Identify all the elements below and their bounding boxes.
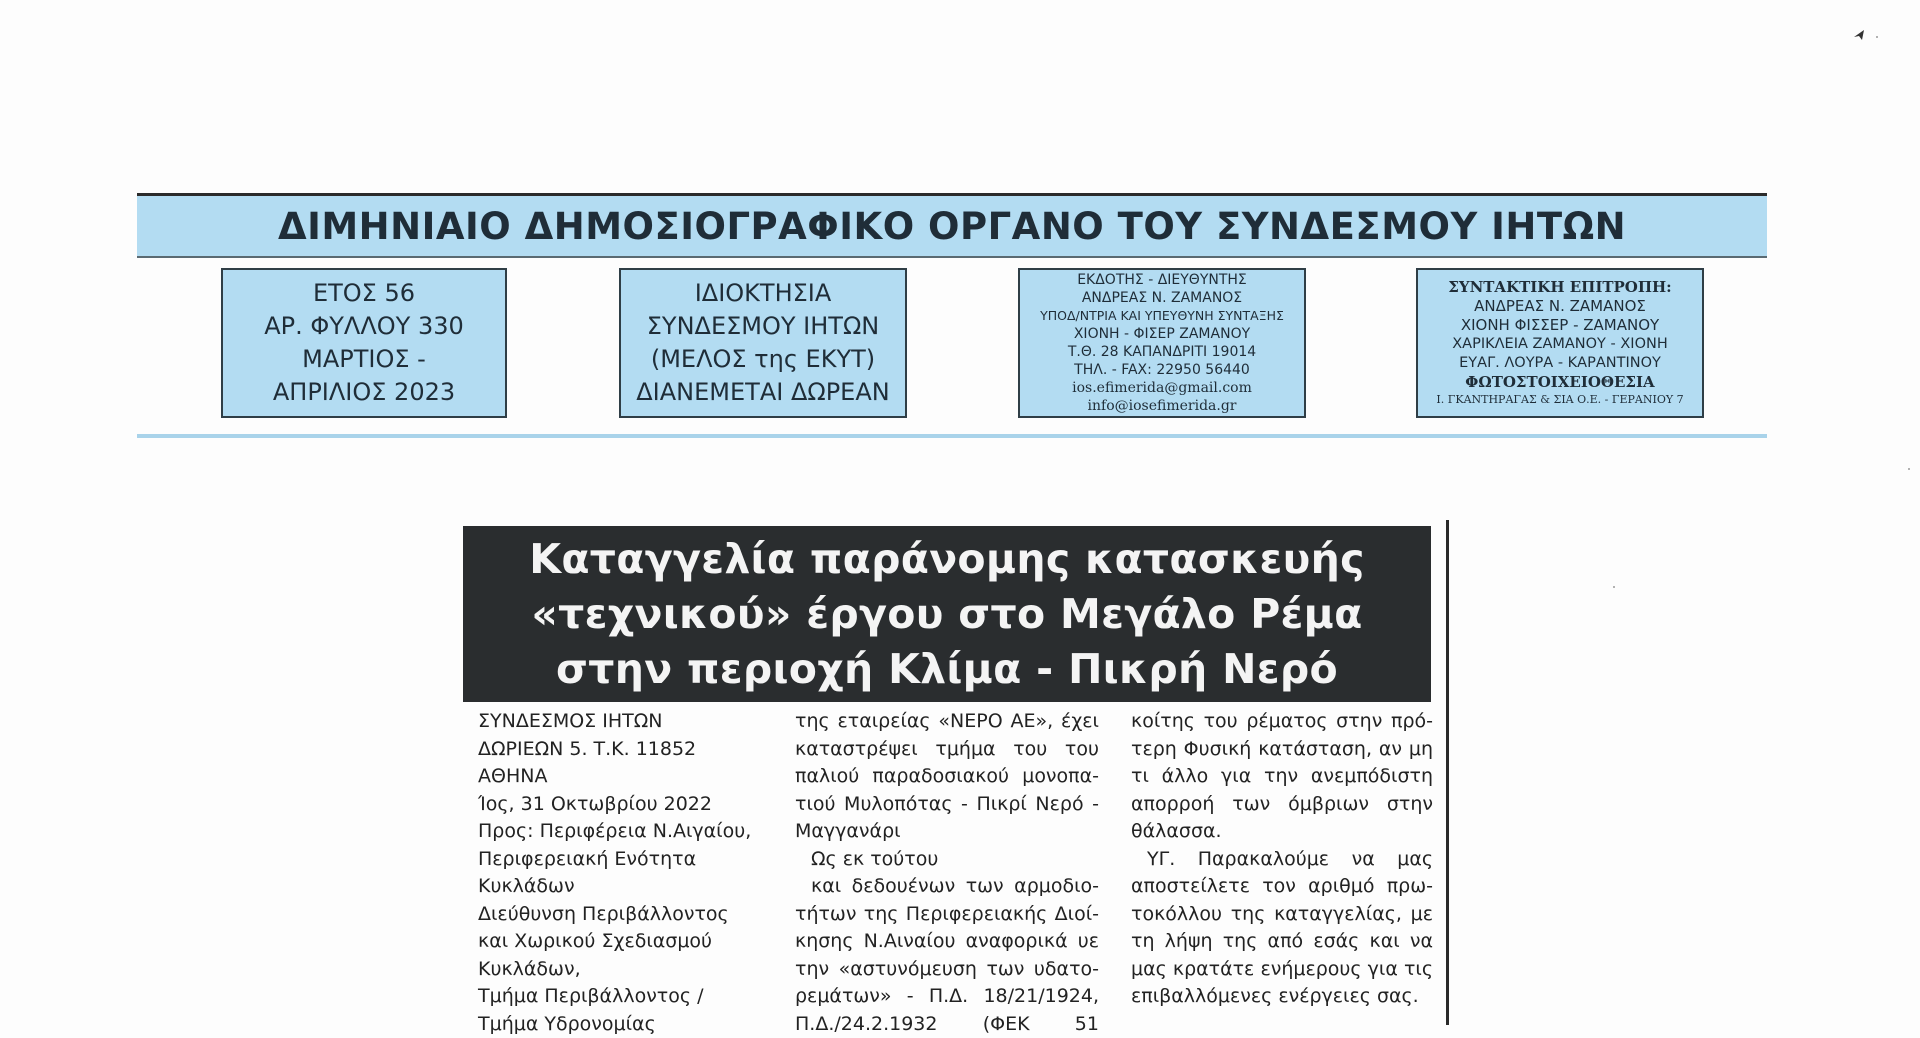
publisher-line: ΥΠΟΔ/ΝΤΡΙΑ ΚΑΙ ΥΠΕΥΘΥΝΗ ΣΥΝΤΑΞΗΣ [1040, 307, 1284, 325]
text-line: μας κρατάτε ενήμερους για τις [1131, 956, 1433, 984]
publisher-line: ΧΙΟΝΗ - ΦΙΣΕΡ ΖΑΜΑΝΟΥ [1074, 325, 1250, 343]
text-line: Ίος, 31 Οκτωβρίου 2022 [478, 791, 768, 819]
text-line: Ως εκ τούτου [795, 846, 1099, 874]
issue-months-year: ΑΠΡΙΛΙΟΣ 2023 [273, 376, 455, 409]
headline-line: στην περιοχή Κλίμα - Πικρή Νερό [556, 642, 1338, 697]
ownership-line: ΣΥΝΔΕΣΜΟΥ ΙΗΤΩΝ [647, 310, 880, 343]
text-line: απορροή των όμβριων στην [1131, 791, 1433, 819]
text-line: και Χωρικού Σχεδιασμού [478, 928, 768, 956]
text-line: επιβαλλόμενες ενέργειες σας. [1131, 983, 1433, 1011]
publisher-line: Τ.Θ. 28 ΚΑΠΑΝΔΡΙΤΙ 19014 [1068, 343, 1256, 361]
text-line: τοκόλλου της καταγγελίας, με [1131, 901, 1433, 929]
ownership-line: (ΜΕΛΟΣ της ΕΚΥΤ) [651, 343, 875, 376]
speck [1613, 586, 1615, 588]
text-line: Π.Δ./24.2.1932 (ΦΕΚ 51 [795, 1011, 1099, 1038]
speck [1908, 468, 1910, 470]
issue-months: ΜΑΡΤΙΟΣ - [302, 343, 426, 376]
text-line: ΣΥΝΔΕΣΜΟΣ ΙΗΤΩΝ [478, 708, 768, 736]
text-line: και δεδουένων των αρμοδιο- [795, 873, 1099, 901]
text-line: ΥΓ. Παρακαλούμε να μας [1131, 846, 1433, 874]
publisher-email: info@iosefimerida.gr [1088, 397, 1237, 415]
corner-mark-icon [1852, 28, 1866, 42]
text-line: της εταιρείας «ΝΕΡΟ ΑΕ», έχει [795, 708, 1099, 736]
text-line: κοίτης του ρέματος στην πρό- [1131, 708, 1433, 736]
headline-line: Καταγγελία παράνομης κατασκευής [529, 532, 1364, 587]
text-line: καταστρέψει τμήμα του του [795, 736, 1099, 764]
text-line: θάλασσα. [1131, 818, 1433, 846]
editorial-member: ΧΙΟΝΗ ΦΙΣΣΕΡ - ΖΑΜΑΝΟΥ [1461, 316, 1659, 335]
text-line: Περιφερειακή Ενότητα [478, 846, 768, 874]
article-column-2 [795, 708, 1099, 1038]
ownership-box [619, 268, 907, 418]
publisher-email: ios.efimerida@gmail.com [1072, 379, 1252, 397]
text-line: τη λήψη της από εσάς και να [1131, 928, 1433, 956]
editorial-member: ΕΥΑΓ. ΛΟΥΡΑ - ΚΑΡΑΝΤΙΝΟΥ [1459, 354, 1661, 373]
text-line: Τμήμα Περιβάλλοντος / [478, 983, 768, 1011]
article-column-1 [478, 708, 768, 1038]
text-line: ΑΘΗΝΑ [478, 763, 768, 791]
text-line: αποστείλετε τον αριθμό πρω- [1131, 873, 1433, 901]
ownership-line: ΔΙΑΝΕΜΕΤΑΙ ΔΩΡΕΑΝ [636, 376, 889, 409]
text-line: τι άλλο για την ανεμπόδιστη [1131, 763, 1433, 791]
editorial-box [1416, 268, 1704, 418]
issue-year: ΕΤΟΣ 56 [313, 277, 415, 310]
masthead-banner [137, 193, 1767, 258]
text-line: τιού Μυλοπότας - Πικρί Νερό - [795, 791, 1099, 819]
text-line: Τμήμα Υδρονομίας [478, 1011, 768, 1038]
ownership-line: ΙΔΙΟΚΤΗΣΙΑ [695, 277, 832, 310]
text-line: Προς: Περιφέρεια Ν.Αιγαίου, [478, 818, 768, 846]
text-line: ΔΩΡΙΕΩΝ 5. Τ.Κ. 11852 [478, 736, 768, 764]
text-line: ρεμάτων» - Π.Δ. 18/21/1924, [795, 983, 1099, 1011]
publisher-line: ΕΚΔΟΤΗΣ - ΔΙΕΥΘΥΝΤΗΣ [1077, 271, 1247, 289]
typesetting-heading: ΦΩΤΟΣΤΟΙΧΕΙΟΘΕΣΙΑ [1465, 373, 1654, 392]
typesetting-text: Ι. ΓΚΑΝΤΗΡΑΓΑΣ & ΣΙΑ Ο.Ε. - ΓΕΡΑΝΙΟΥ 7 [1436, 392, 1683, 408]
article-column-3 [1131, 708, 1433, 1011]
editorial-heading: ΣΥΝΤΑΚΤΙΚΗ ΕΠΙΤΡΟΠΗ: [1448, 278, 1671, 297]
text-line: παλιού παραδοσιακού μονοπα- [795, 763, 1099, 791]
speck [1876, 36, 1878, 38]
issue-box [221, 268, 507, 418]
text-line: τήτων της Περιφερειακής Διοί- [795, 901, 1099, 929]
masthead-info-row [137, 258, 1767, 438]
publisher-line: ΤΗΛ. - FAX: 22950 56440 [1074, 361, 1250, 379]
issue-number: ΑΡ. ΦΥΛΛΟΥ 330 [264, 310, 464, 343]
publisher-box [1018, 268, 1306, 418]
editorial-member: ΧΑΡΙΚΛΕΙΑ ΖΑΜΑΝΟΥ - ΧΙΟΝΗ [1452, 335, 1668, 354]
masthead-title: ΔΙΜΗΝΙΑΙΟ ΔΗΜΟΣΙΟΓΡΑΦΙΚΟ ΟΡΓΑΝΟ ΤΟΥ ΣΥΝΔΕΣΜΟΥ ΙΗΤΩΝ [278, 205, 1626, 248]
text-line: την «αστυνόμευση των υδατο- [795, 956, 1099, 984]
article-headline [463, 526, 1431, 702]
headline-line: «τεχνικού» έργου στο Μεγάλο Ρέμα [531, 587, 1362, 642]
text-line: Μαγγανάρι [795, 818, 1099, 846]
publisher-line: ΑΝΔΡΕΑΣ Ν. ΖΑΜΑΝΟΣ [1082, 289, 1242, 307]
text-line: κησης Ν.Αιναίου αναφορικά υε [795, 928, 1099, 956]
editorial-member: ΑΝΔΡΕΑΣ Ν. ΖΑΜΑΝΟΣ [1474, 297, 1646, 316]
text-line: Διεύθυνση Περιβάλλοντος [478, 901, 768, 929]
column-rule [1446, 520, 1449, 1025]
text-line: Κυκλάδων, [478, 956, 768, 984]
text-line: Κυκλάδων [478, 873, 768, 901]
text-line: τερη Φυσική κατάσταση, αν μη [1131, 736, 1433, 764]
